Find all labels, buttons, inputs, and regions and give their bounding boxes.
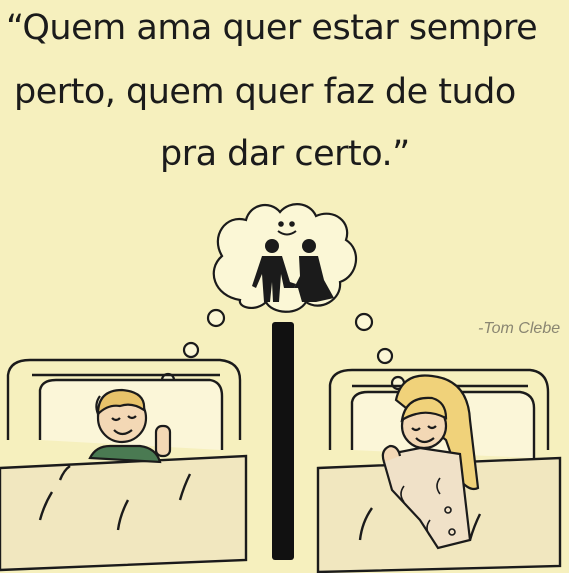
quote-line-3: pra dar certo.”: [160, 134, 410, 174]
divider-pole: [272, 322, 294, 560]
quote-line-1: “Quem ama quer estar sempre: [6, 8, 538, 48]
author-signature: -Tom Clebe: [478, 320, 561, 337]
quote-line-2: perto, quem quer faz de tudo: [14, 72, 516, 112]
